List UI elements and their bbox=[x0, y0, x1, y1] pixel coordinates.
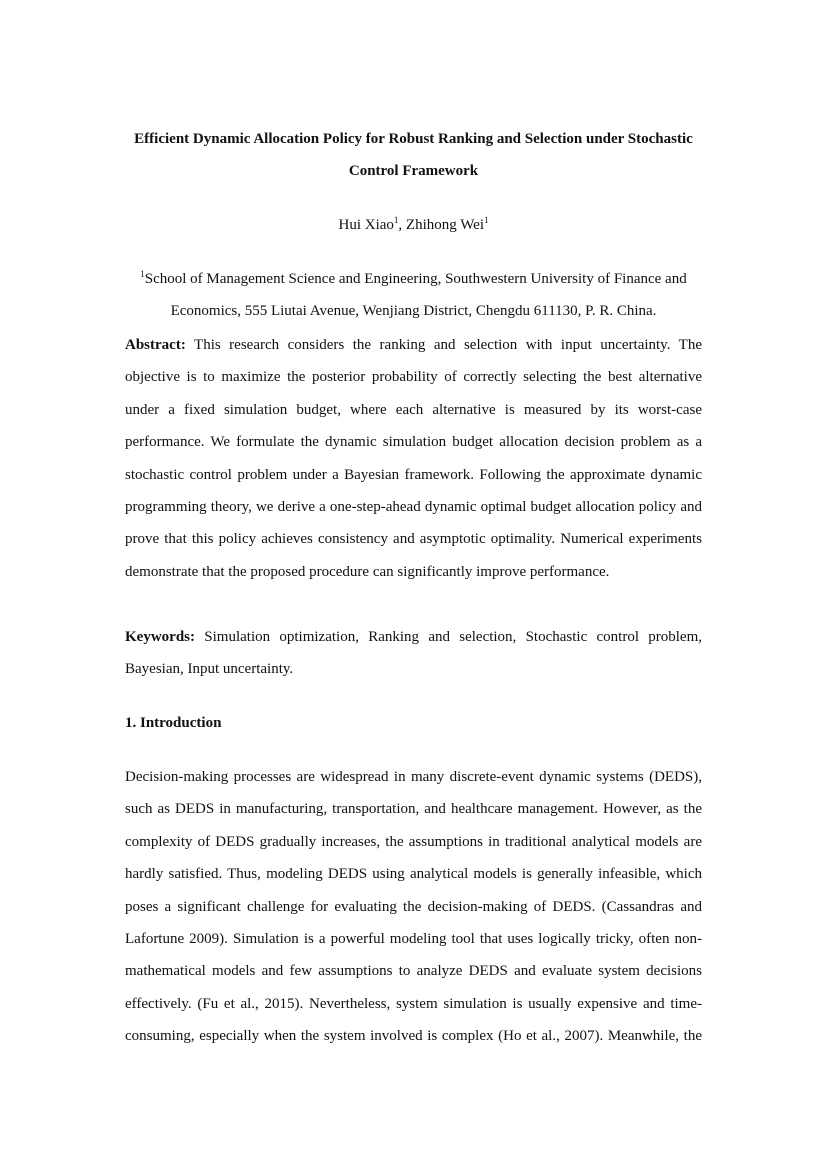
body-line: such as DEDS in manufacturing, transportation, and healthcare management. However, as the bbox=[125, 801, 702, 818]
abstract-line bbox=[125, 329, 702, 361]
body-line: mathematical models and few assumptions to analyze DEDS and evaluate system decisions bbox=[125, 963, 702, 980]
authors-line bbox=[125, 209, 702, 241]
keywords-line bbox=[125, 621, 702, 653]
author-separator: , bbox=[398, 217, 406, 233]
keywords-text: Simulation optimization, Ranking and selection, Stochastic control problem, bbox=[195, 629, 702, 645]
body-line: Decision-making processes are widespread in many discrete-event dynamic systems (DEDS), bbox=[125, 769, 702, 785]
title-text: Efficient Dynamic Allocation Policy for Robust Ranking and Selection under Stochastic bbox=[134, 131, 693, 147]
abstract-label: Abstract: bbox=[125, 337, 186, 353]
body-line: complexity of DEDS gradually increases, the assumptions in traditional analytical models are bbox=[125, 833, 702, 850]
body-line: poses a significant challenge for evaluating the decision-making of DEDS. (Cassandras and bbox=[125, 898, 702, 915]
affil-mark: 1 bbox=[140, 269, 145, 279]
keywords-line: Bayesian, Input uncertainty. bbox=[125, 661, 294, 678]
abstract-line: prove that this policy achieves consistency and asymptotic optimality. Numerical experiments bbox=[125, 531, 702, 548]
body-line: consuming, especially when the system involved is complex (Ho et al., 2007). Meanwhile, the bbox=[125, 1028, 702, 1045]
author-name: Zhihong Wei bbox=[405, 217, 484, 233]
abstract-line: under a fixed simulation budget, where each alternative is measured by its worst-case bbox=[125, 401, 702, 418]
intro-paragraph bbox=[125, 761, 702, 1053]
keywords-label: Keywords: bbox=[125, 629, 195, 645]
author-name: Hui Xiao bbox=[338, 217, 394, 233]
keywords bbox=[125, 621, 702, 686]
author-affil-mark: 1 bbox=[393, 215, 399, 225]
title-line bbox=[125, 123, 702, 155]
abstract-line: programming theory, we derive a one-step-ahead dynamic optimal budget allocation policy and bbox=[125, 498, 702, 515]
abstract-line: objective is to maximize the posterior probability of correctly selecting the best alternative bbox=[125, 369, 702, 386]
title-text: Control Framework bbox=[348, 163, 479, 180]
title-line bbox=[125, 155, 702, 187]
affiliation-line: Economics, 555 Liutai Avenue, Wenjiang District, Chengdu 611130, P. R. China. bbox=[170, 303, 657, 320]
affiliation-text: School of Management Science and Engineering, Southwestern University of Finance and bbox=[144, 271, 687, 287]
abstract-text: This research considers the ranking and selection with input uncertainty. The bbox=[185, 337, 702, 353]
section-title: 1. Introduction bbox=[125, 715, 222, 731]
paper-title bbox=[125, 123, 702, 188]
authors bbox=[125, 209, 702, 241]
abstract-line: performance. We formulate the dynamic simulation budget allocation decision problem as a bbox=[125, 434, 702, 451]
author-affil-mark: 1 bbox=[484, 215, 489, 225]
section-heading bbox=[125, 707, 702, 739]
body-line: effectively. (Fu et al., 2015). Nevertheless, system simulation is usually expensive and time- bbox=[125, 995, 702, 1012]
affiliation-line bbox=[125, 263, 702, 295]
body-line: Lafortune 2009). Simulation is a powerful modeling tool that uses logically tricky, often non- bbox=[125, 930, 702, 947]
affiliation bbox=[125, 263, 702, 328]
abstract bbox=[125, 329, 702, 588]
abstract-line: demonstrate that the proposed procedure can significantly improve performance. bbox=[125, 563, 610, 580]
body-line: hardly satisfied. Thus, modeling DEDS using analytical models is generally infeasible, which bbox=[125, 866, 702, 883]
abstract-line: stochastic control problem under a Bayesian framework. Following the approximate dynamic bbox=[125, 466, 702, 483]
